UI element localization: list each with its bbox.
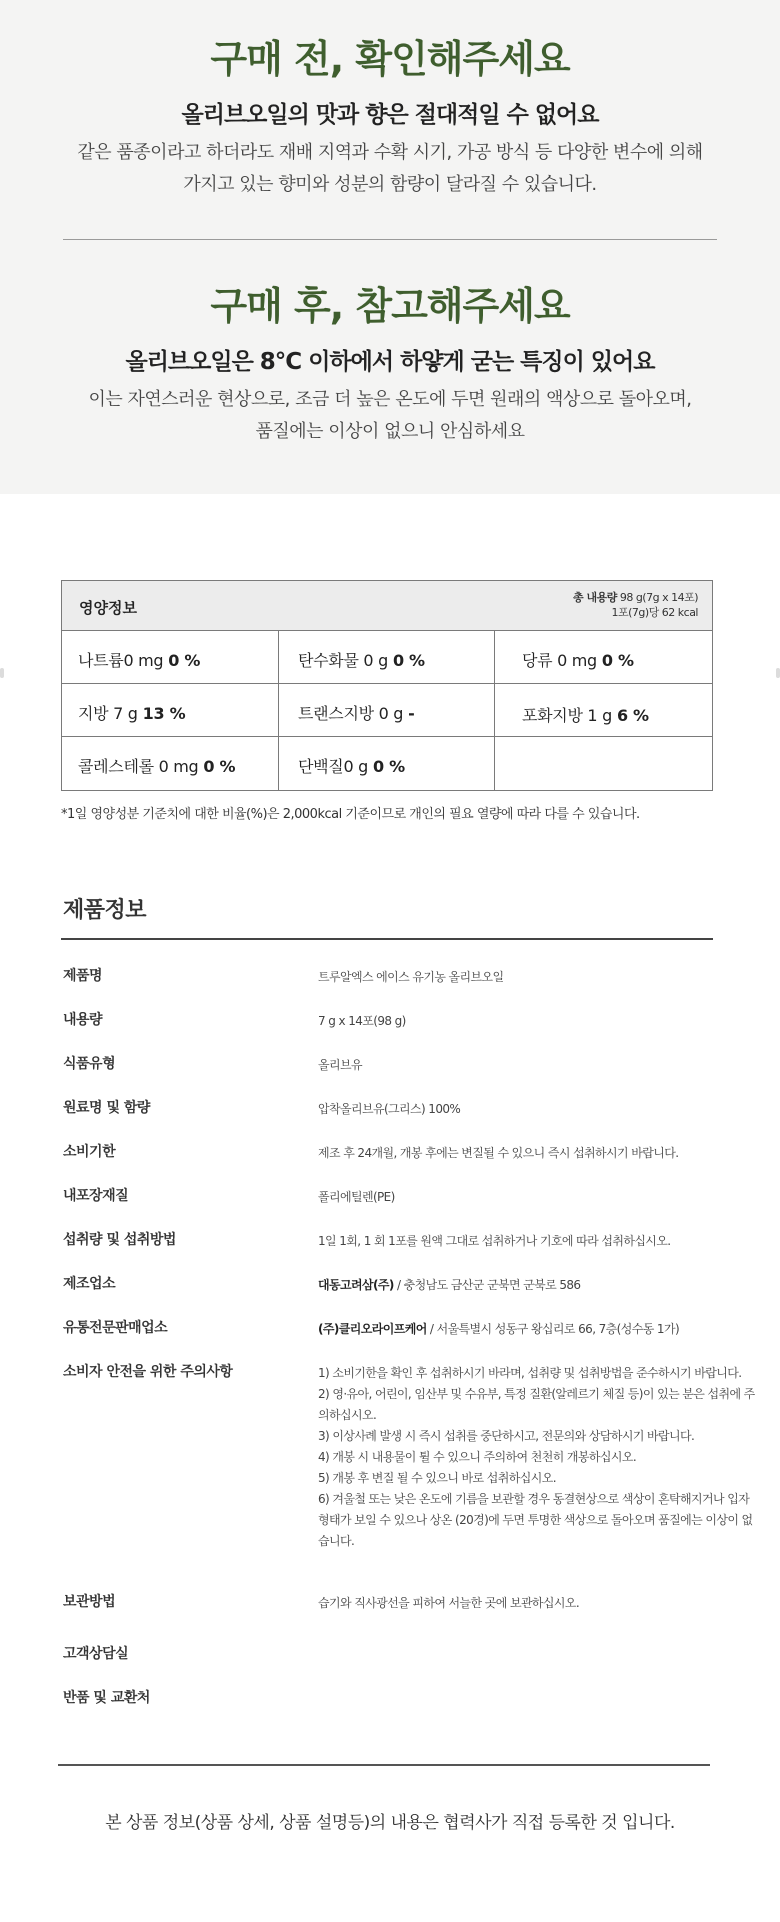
- row-label: 소비자 안전을 위한 주의사항: [63, 1364, 233, 1380]
- nutrient-cell-empty: [494, 737, 712, 790]
- footer-divider: [58, 1764, 710, 1766]
- nutrient-percent: 0 %: [168, 651, 201, 670]
- row-label: 원료명 및 함량: [63, 1100, 150, 1116]
- after-purchase-title: 구매 후, 참고해주세요: [210, 284, 570, 328]
- row-label: 내포장재질: [63, 1188, 129, 1204]
- nutrient-percent: 0 %: [392, 651, 425, 670]
- precaution-item: 4) 개봉 시 내용물이 튈 수 있으니 주의하여 천천히 개봉하십시오.: [318, 1450, 637, 1464]
- nutrition-header: [62, 581, 712, 631]
- precaution-item: 2) 영·유아, 어린이, 임산부 및 수유부, 특정 질환(알레르기 체질 등)이 있는 분은 섭취에 주의하십시오.: [318, 1387, 755, 1422]
- notice-section: [0, 0, 780, 494]
- row-value: 제조 후 24개월, 개봉 후에는 변질될 수 있으니 즉시 섭취하시기 바랍니다.: [318, 1146, 679, 1160]
- row-value: 습기와 직사광선을 피하여 서늘한 곳에 보관하십시오.: [318, 1596, 580, 1610]
- left-edge-marker: [0, 668, 4, 678]
- nutrient-name: 콜레스테롤: [78, 757, 154, 776]
- nutrient-cell: [278, 684, 494, 737]
- row-value: [318, 1363, 758, 1552]
- after-purchase-subtitle: 올리브오일은 8°C 이하에서 하얗게 굳는 특징이 있어요: [125, 349, 655, 375]
- nutrient-amount: 0 mg: [123, 651, 164, 670]
- total-value: 98 g(7g x 14포): [619, 591, 698, 604]
- right-edge-marker: [776, 668, 780, 678]
- precaution-item: 6) 겨울철 또는 낮은 온도에 기름을 보관할 경우 동결현상으로 색상이 혼탁해지거나 입자 형태가 보일 수 있으나 상온 (20경)에 두면 투명한 색상으로 돌아오며 품질에는 이상이 없습니다.: [318, 1492, 753, 1548]
- row-label: 고객상담실: [63, 1646, 129, 1662]
- row-value: 압착올리브유(그리스) 100%: [318, 1102, 461, 1116]
- footer-disclaimer: 본 상품 정보(상품 상세, 상품 설명등)의 내용은 협력사가 직접 등록한 것 입니다.: [105, 1813, 675, 1833]
- nutrition-row: [62, 684, 712, 737]
- nutrient-name: 당류: [522, 651, 553, 670]
- row-label: 반품 및 교환처: [63, 1690, 150, 1706]
- manufacturer-name: 대동고려삼(주): [318, 1278, 394, 1292]
- row-label: 섭취량 및 섭취방법: [63, 1232, 176, 1248]
- before-purchase-subtitle: 올리브오일의 맛과 향은 절대적일 수 없어요: [181, 102, 599, 128]
- nutrient-name: 트랜스지방: [298, 704, 374, 723]
- row-value: 올리브유: [318, 1058, 362, 1072]
- before-purchase-body-line2: 가지고 있는 향미와 성분의 함량이 달라질 수 있습니다.: [183, 174, 597, 195]
- nutrient-percent: 0 %: [203, 757, 236, 776]
- section-divider: [63, 239, 717, 240]
- before-purchase-title: 구매 전, 확인해주세요: [210, 37, 570, 81]
- product-info-divider: [61, 938, 713, 940]
- nutrient-percent: 13 %: [142, 704, 186, 723]
- precaution-item: 3) 이상사례 발생 시 즉시 섭취를 중단하시고, 전문의와 상담하시기 바랍니다.: [318, 1429, 695, 1443]
- row-value: 폴리에틸렌(PE): [318, 1190, 395, 1204]
- row-label: 식품유형: [63, 1056, 116, 1072]
- nutrient-percent: -: [408, 704, 415, 723]
- nutrition-row: [62, 631, 712, 684]
- row-label: 소비기한: [63, 1144, 116, 1160]
- row-value: 7 g x 14포(98 g): [318, 1014, 406, 1028]
- nutrient-cell: [278, 737, 494, 790]
- nutrient-amount: 0 mg: [557, 651, 597, 670]
- row-value: 트루알엑스 에이스 유기농 올리브오일: [318, 970, 504, 984]
- row-label: 보관방법: [63, 1594, 116, 1610]
- nutrient-cell: [62, 684, 278, 737]
- nutrient-cell: [278, 631, 494, 684]
- nutrient-amount: 0 mg: [158, 757, 199, 776]
- total-label: 총 내용량: [572, 591, 617, 604]
- nutrition-total: [573, 590, 698, 620]
- after-purchase-body-line2: 품질에는 이상이 없으니 안심하세요: [255, 421, 525, 442]
- nutrient-name: 나트륨: [78, 651, 124, 670]
- nutrient-cell: [62, 737, 278, 790]
- precaution-item: 1) 소비기한을 확인 후 섭취하시기 바라며, 섭취량 및 섭취방법을 준수하시기 바랍니다.: [318, 1366, 742, 1380]
- nutrient-name: 단백질: [298, 757, 344, 776]
- after-purchase-body-line1: 이는 자연스러운 현상으로, 조금 더 높은 온도에 두면 원래의 액상으로 돌아오며,: [88, 389, 692, 410]
- row-value: 1일 1회, 1 회 1포를 원액 그대로 섭취하거나 기호에 따라 섭취하십시오.: [318, 1234, 671, 1248]
- row-value: [318, 1275, 748, 1296]
- before-purchase-body-line1: 같은 품종이라고 하더라도 재배 지역과 수확 시기, 가공 방식 등 다양한 변수에 의해: [77, 142, 703, 163]
- nutrient-amount: 0 g: [363, 651, 388, 670]
- nutrition-row: [62, 737, 712, 790]
- row-label: 유통전문판매업소: [63, 1320, 168, 1336]
- nutrient-percent: 0 %: [373, 757, 405, 776]
- product-info-title: 제품정보: [63, 898, 147, 923]
- row-label: 제조업소: [63, 1276, 116, 1292]
- nutrient-amount: 1 g: [587, 706, 612, 725]
- nutrient-percent: 0 %: [601, 651, 634, 670]
- distributor-address: / 서울특별시 성동구 왕십리로 66, 7층(성수동 1가): [426, 1322, 680, 1336]
- nutrient-name: 지방: [78, 704, 109, 723]
- nutrition-note: *1일 영양성분 기준치에 대한 비율(%)은 2,000kcal 기준이므로 개인의 필요 열량에 따라 다를 수 있습니다.: [61, 807, 640, 822]
- nutrient-amount: 0 g: [378, 704, 404, 723]
- nutrition-title: 영양정보: [79, 599, 137, 617]
- nutrient-name: 포화지방: [522, 706, 583, 725]
- nutrient-cell: [494, 631, 712, 684]
- row-label: 내용량: [63, 1012, 103, 1028]
- nutrient-cell: [494, 684, 712, 737]
- distributor-name: (주)클리오라이프케어: [318, 1322, 427, 1336]
- nutrient-cell: [62, 631, 278, 684]
- nutrition-table: [61, 580, 713, 791]
- precaution-item: 5) 개봉 후 변질 될 수 있으니 바로 섭취하십시오.: [318, 1471, 556, 1485]
- nutrient-name: 탄수화물: [298, 651, 359, 670]
- row-value: [318, 1319, 748, 1340]
- nutrient-amount: 0 g: [343, 757, 368, 776]
- row-label: 제품명: [63, 968, 103, 984]
- nutrient-amount: 7 g: [113, 704, 138, 723]
- manufacturer-address: / 충청남도 금산군 군북면 군북로 586: [393, 1278, 581, 1292]
- per-serving: 1포(7g)당 62 kcal: [611, 606, 698, 619]
- nutrient-percent: 6 %: [616, 706, 649, 725]
